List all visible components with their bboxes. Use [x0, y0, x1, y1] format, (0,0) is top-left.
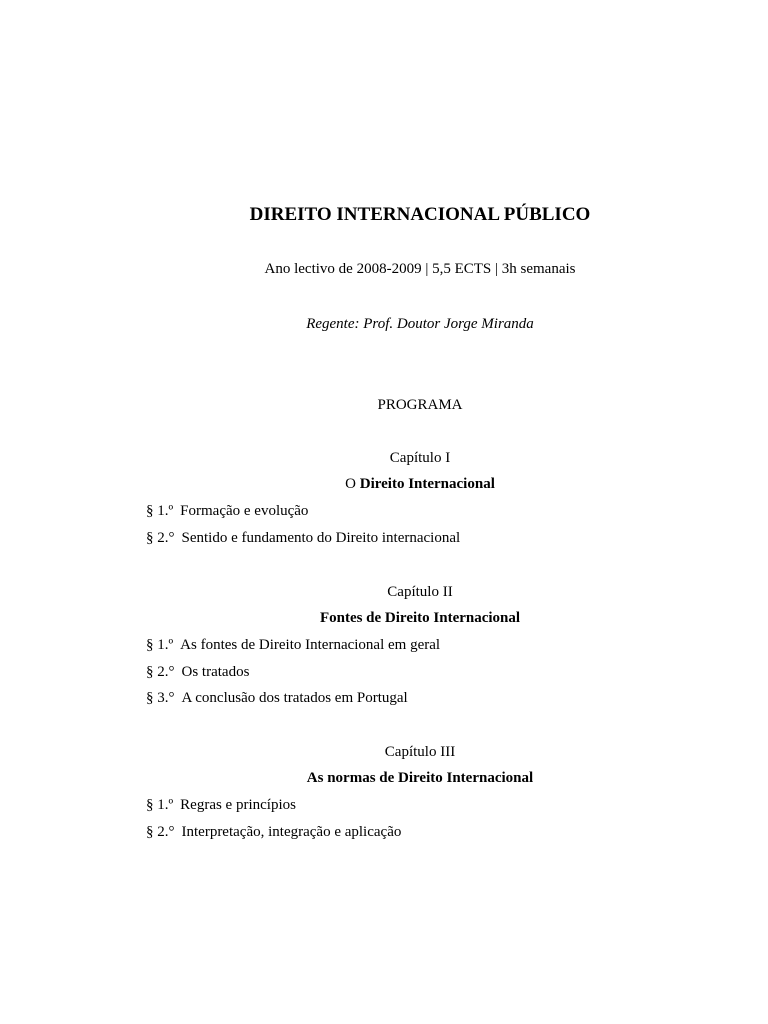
document-title: DIREITO INTERNACIONAL PÚBLICO: [249, 204, 591, 225]
chapter-3-title: [0, 771, 768, 786]
section-text: Sentido e fundamento do Direito internacional: [181, 530, 461, 546]
chapter-2-item-3: [146, 691, 408, 706]
section-number: § 3.°: [146, 690, 175, 706]
section-text: Regras e princípios: [180, 797, 296, 813]
chapter-2-item-1: [146, 638, 440, 653]
section-number: § 2.°: [146, 824, 175, 840]
section-number: § 1.º: [146, 503, 174, 519]
chapter-2-title-bold: Fontes de Direito Internacional: [319, 610, 521, 626]
course-info: Ano lectivo de 2008-2009 | 5,5 ECTS | 3h semanais: [264, 261, 576, 277]
chapter-1-title-bold: Direito Internacional: [359, 476, 495, 492]
section-text: Interpretação, integração e aplicação: [181, 824, 402, 840]
section-number: § 2.°: [146, 664, 175, 680]
chapter-1-title: [0, 477, 768, 492]
course-regent: Regente: Prof. Doutor Jorge Miranda: [306, 316, 534, 332]
chapter-1-item-1: [146, 504, 308, 519]
section-number: § 1.º: [146, 797, 174, 813]
chapter-1-title-prefix: O: [345, 476, 360, 492]
section-text: A conclusão dos tratados em Portugal: [181, 690, 408, 706]
program-heading: PROGRAMA: [377, 397, 463, 413]
chapter-2-title: [0, 611, 768, 626]
chapter-3-item-1: [146, 798, 296, 813]
chapter-3-label: Capítulo III: [384, 744, 456, 760]
section-text: As fontes de Direito Internacional em geral: [180, 637, 441, 653]
section-number: § 1.º: [146, 637, 174, 653]
chapter-2-label: Capítulo II: [387, 584, 453, 600]
section-text: Os tratados: [181, 664, 250, 680]
chapter-2-item-2: [146, 665, 249, 680]
chapter-3-title-bold: As normas de Direito Internacional: [306, 770, 534, 786]
chapter-3-item-2: [146, 825, 401, 840]
chapter-1-label: Capítulo I: [389, 450, 451, 466]
section-number: § 2.°: [146, 530, 175, 546]
chapter-1-item-2: [146, 531, 460, 546]
section-text: Formação e evolução: [180, 503, 309, 519]
